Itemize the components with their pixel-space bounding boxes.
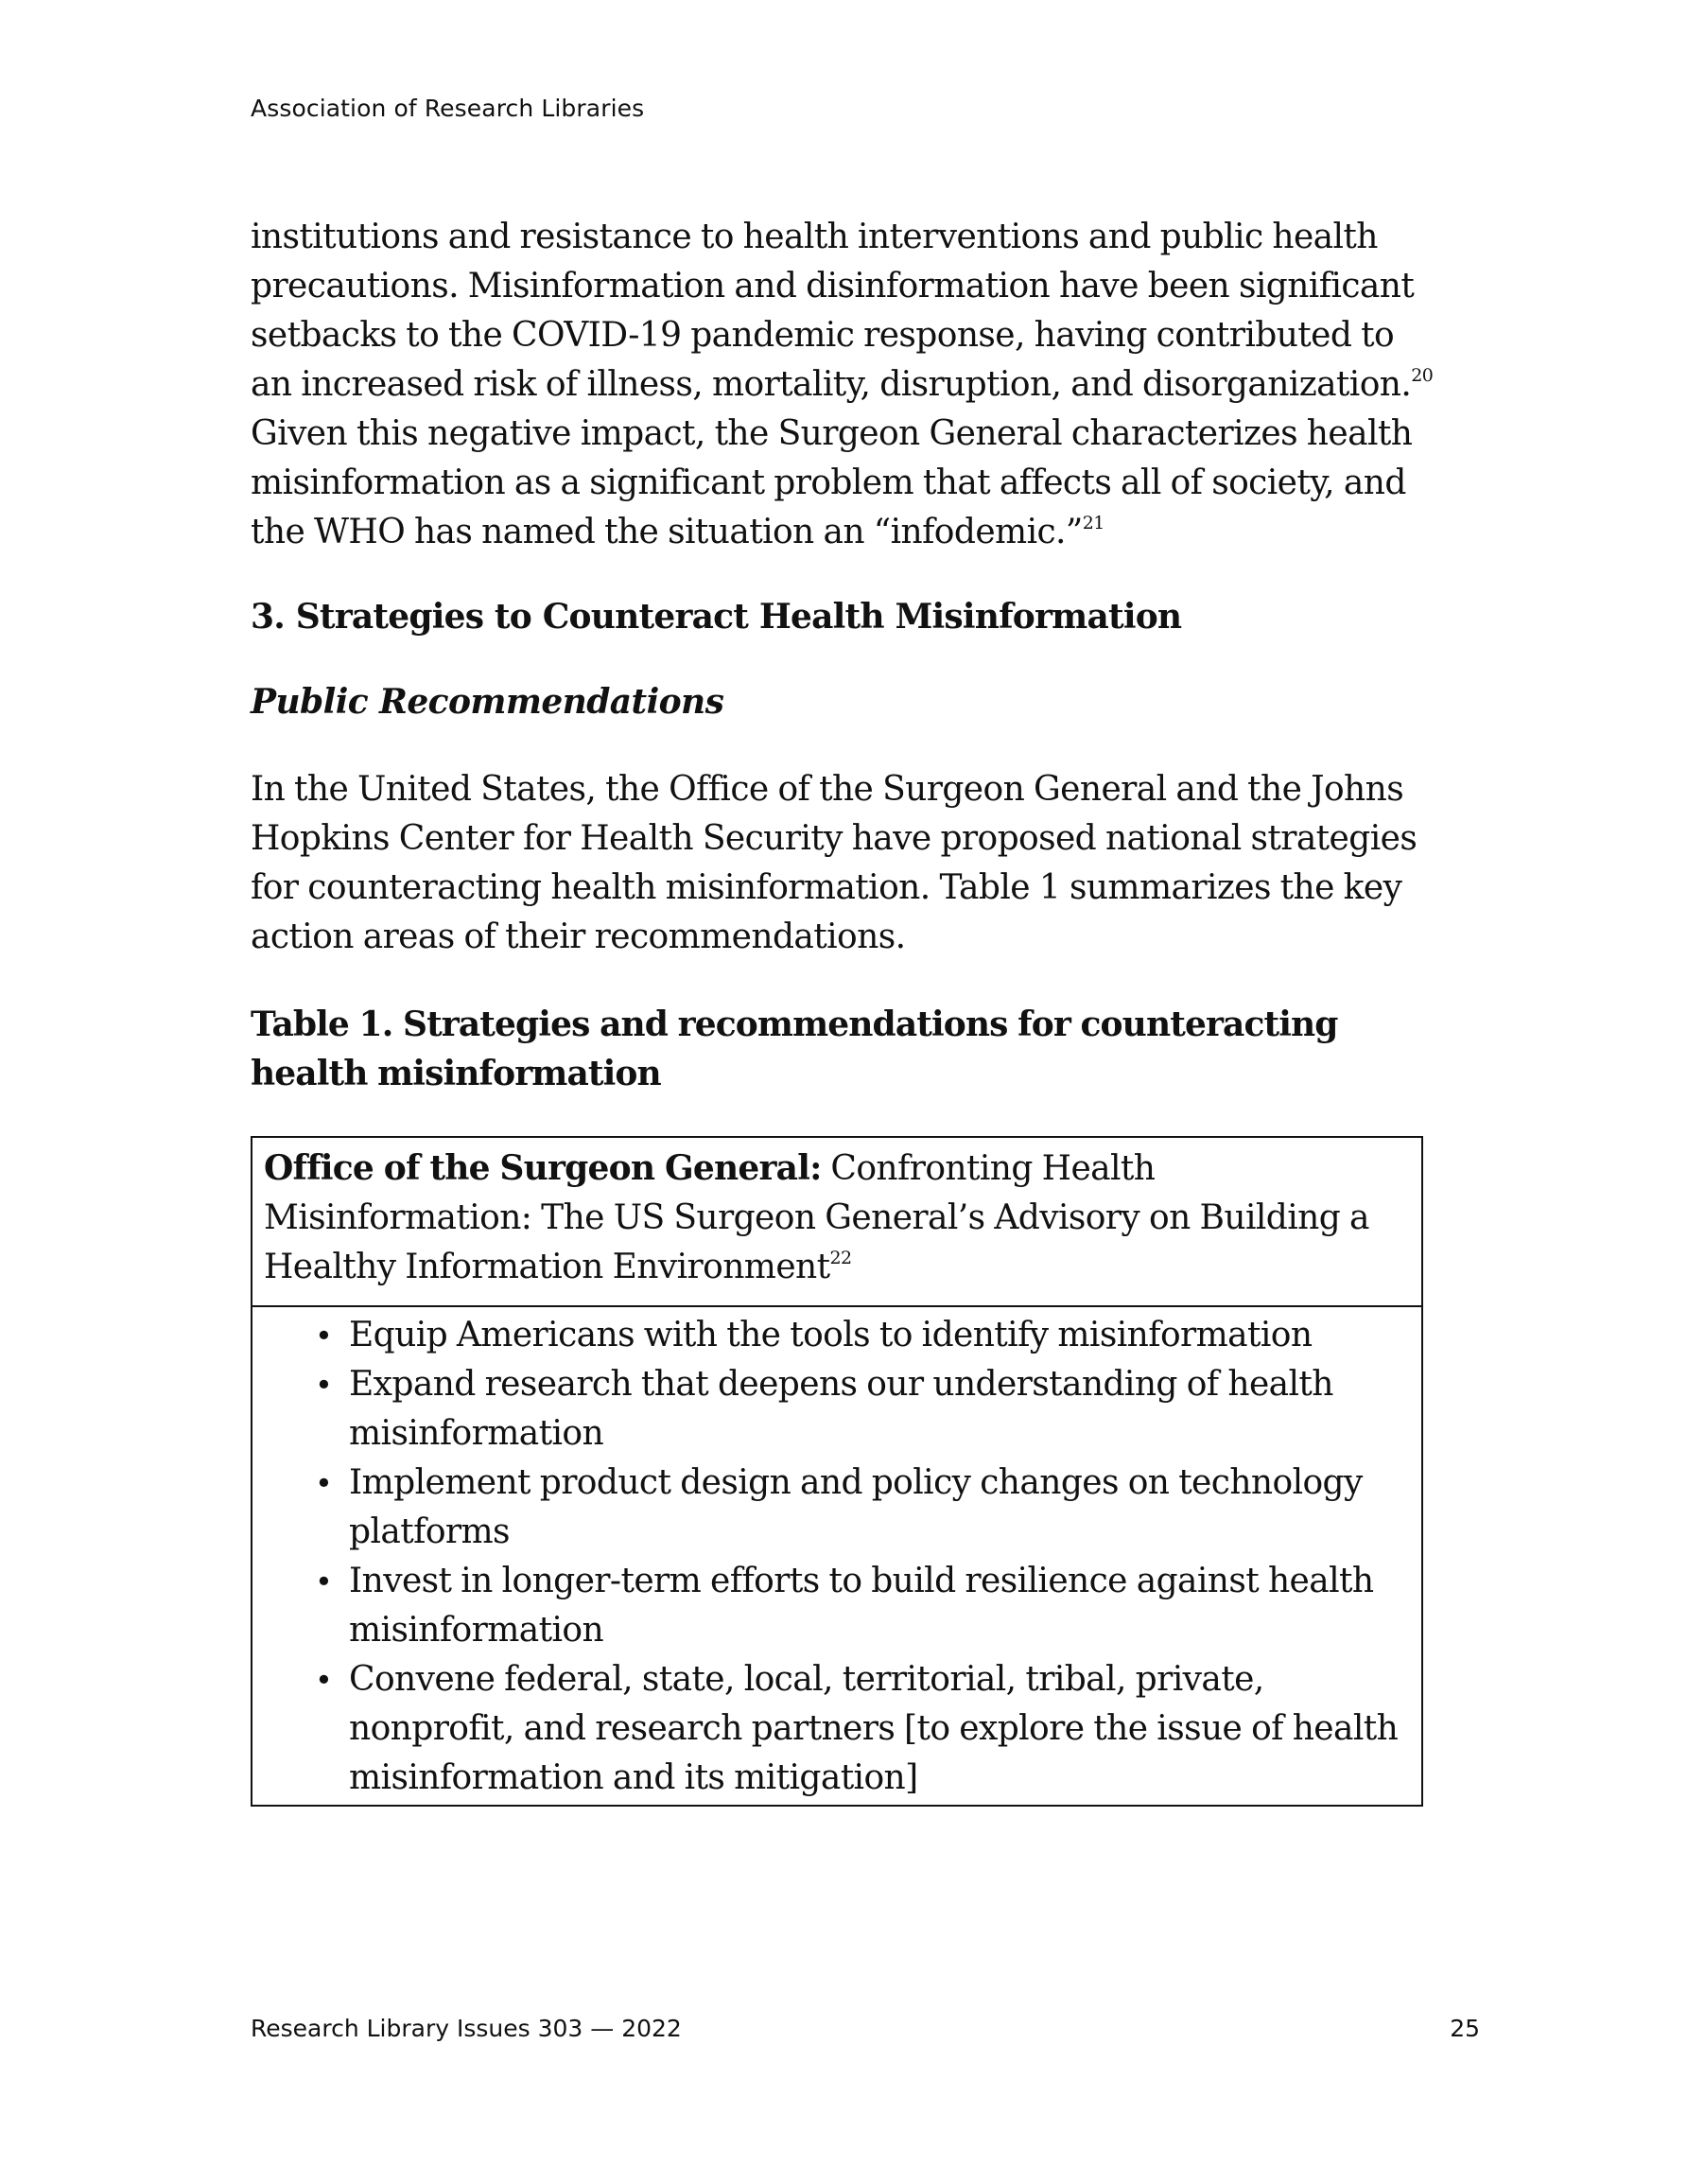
running-footer (251, 2015, 1480, 2042)
footnote-ref-22[interactable]: 22 (829, 1248, 852, 1268)
subheading: Public Recommendations (251, 682, 724, 722)
strategies-table (251, 1136, 1423, 1807)
opening-paragraph (251, 213, 1442, 557)
list-item (315, 1557, 1410, 1655)
table-caption: Table 1. Strategies and recommendations for counteracting health misinformation (251, 1005, 1338, 1093)
recommendation-text: Invest in longer-term efforts to build resilience against health misinformation (349, 1562, 1374, 1650)
bullet-icon: • (315, 1564, 333, 1599)
section-heading: 3. Strategies to Counteract Health Misinformation (251, 597, 1182, 637)
opening-paragraph-text-2: Given this negative impact, the Surgeon General characterizes health misinformation as a significant problem that affects all of society, and the WHO has named the situation an “infodemic.” (251, 414, 1413, 551)
publication-title: Research Library Issues 303 — 2022 (251, 2015, 682, 2042)
list-item (315, 1311, 1410, 1360)
intro-paragraph: In the United States, the Office of the Surgeon General and the Johns Hopkins Center for Health Security have proposed national strategies for counteracting health misinformation. Table 1 summarizes the key action areas of their recommendations. (251, 770, 1417, 956)
footnote-ref-20[interactable]: 20 (1411, 365, 1434, 386)
bullet-icon: • (315, 1662, 333, 1698)
opening-paragraph-text-1: institutions and resistance to health interventions and public health precautions. Misinformation and disinformation have been significant setbacks to the COVID-19 pandemic response, having contributed to an increased risk of illness, mortality, disruption, and disorganization. (251, 218, 1415, 404)
running-header (251, 95, 644, 122)
recommendations-list (264, 1311, 1410, 1803)
table-header-organization: Office of the Surgeon General: (264, 1148, 822, 1188)
recommendation-text: Convene federal, state, local, territorial, tribal, private, nonprofit, and research partners [to explore the issue of health misinformation and its mitigation] (349, 1660, 1399, 1797)
list-item (315, 1360, 1410, 1459)
bullet-icon: • (315, 1465, 333, 1501)
recommendation-text: Implement product design and policy changes on technology platforms (349, 1463, 1363, 1551)
recommendation-text: Equip Americans with the tools to identify misinformation (349, 1316, 1313, 1354)
page-number: 25 (1450, 2015, 1480, 2042)
footnote-ref-21[interactable]: 21 (1082, 513, 1104, 533)
publisher-name: Association of Research Libraries (251, 95, 645, 122)
table-header-cell (252, 1138, 1421, 1307)
list-item (315, 1655, 1410, 1803)
list-item (315, 1459, 1410, 1557)
table-header-title: Confronting Health Misinformation: The US Surgeon General’s Advisory on Building a Healthy Information Environment (264, 1149, 1369, 1286)
recommendation-text: Expand research that deepens our understanding of health misinformation (349, 1365, 1333, 1453)
bullet-icon: • (315, 1367, 333, 1403)
page-content (251, 213, 1442, 1807)
bullet-icon: • (315, 1318, 333, 1354)
table-body-cell (252, 1307, 1421, 1805)
